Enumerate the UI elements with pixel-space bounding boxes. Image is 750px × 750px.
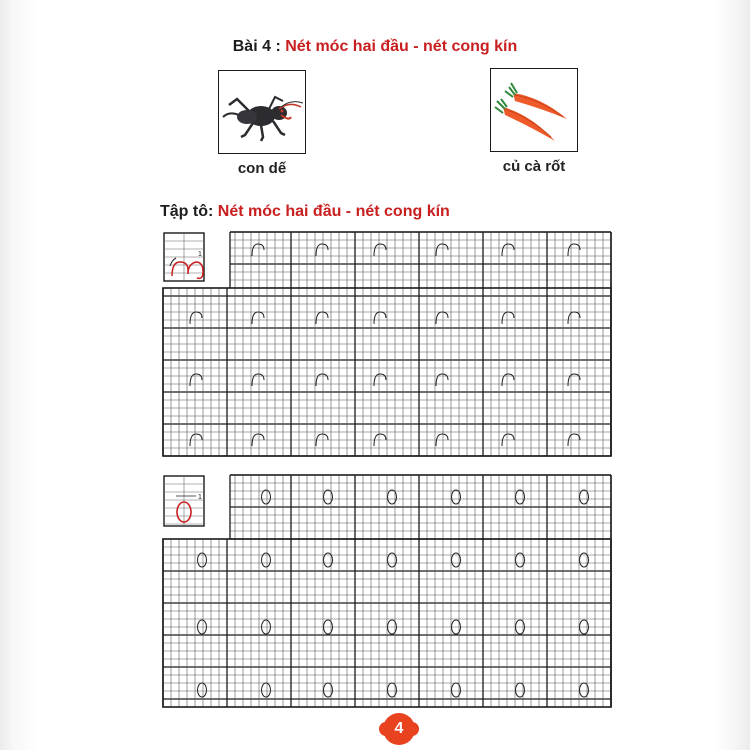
trace-hook-0-2 [374, 244, 386, 256]
trace-oval-3-left [198, 683, 207, 697]
trace-hook-1-0 [252, 312, 264, 324]
trace-hook-1-3 [436, 312, 448, 324]
trace-hook-0-1 [316, 244, 328, 256]
practice-label: Tập tô: [160, 203, 214, 220]
trace-oval-3-0 [262, 683, 271, 697]
trace-hook-1-4 [502, 312, 514, 324]
trace-hook-0-3 [436, 244, 448, 256]
lesson-label: Bài 4 : [232, 38, 281, 55]
trace-oval-0-0 [262, 490, 271, 504]
trace-hook-1-2 [374, 312, 386, 324]
trace-hook-0-0 [252, 244, 264, 256]
trace-hook-1-5 [568, 312, 580, 324]
carrot-caption: củ cà rốt [502, 158, 566, 175]
trace-hook-1-left [190, 312, 202, 324]
page-number-badge [383, 713, 415, 745]
cricket-caption: con dế [237, 160, 287, 177]
sample-oval-mark: 1 [198, 494, 202, 501]
sample-hook-mark: 1 [198, 251, 202, 258]
practice-title: Nét móc hai đầu - nét cong kín [217, 203, 450, 220]
lesson-title: Nét móc hai đầu - nét cong kín [285, 38, 518, 55]
sample-hook-stroke [172, 262, 203, 278]
trace-hook-0-5 [568, 244, 580, 256]
page-number: 4 [394, 720, 404, 737]
trace-hook-1-1 [316, 312, 328, 324]
trace-hook-0-4 [502, 244, 514, 256]
